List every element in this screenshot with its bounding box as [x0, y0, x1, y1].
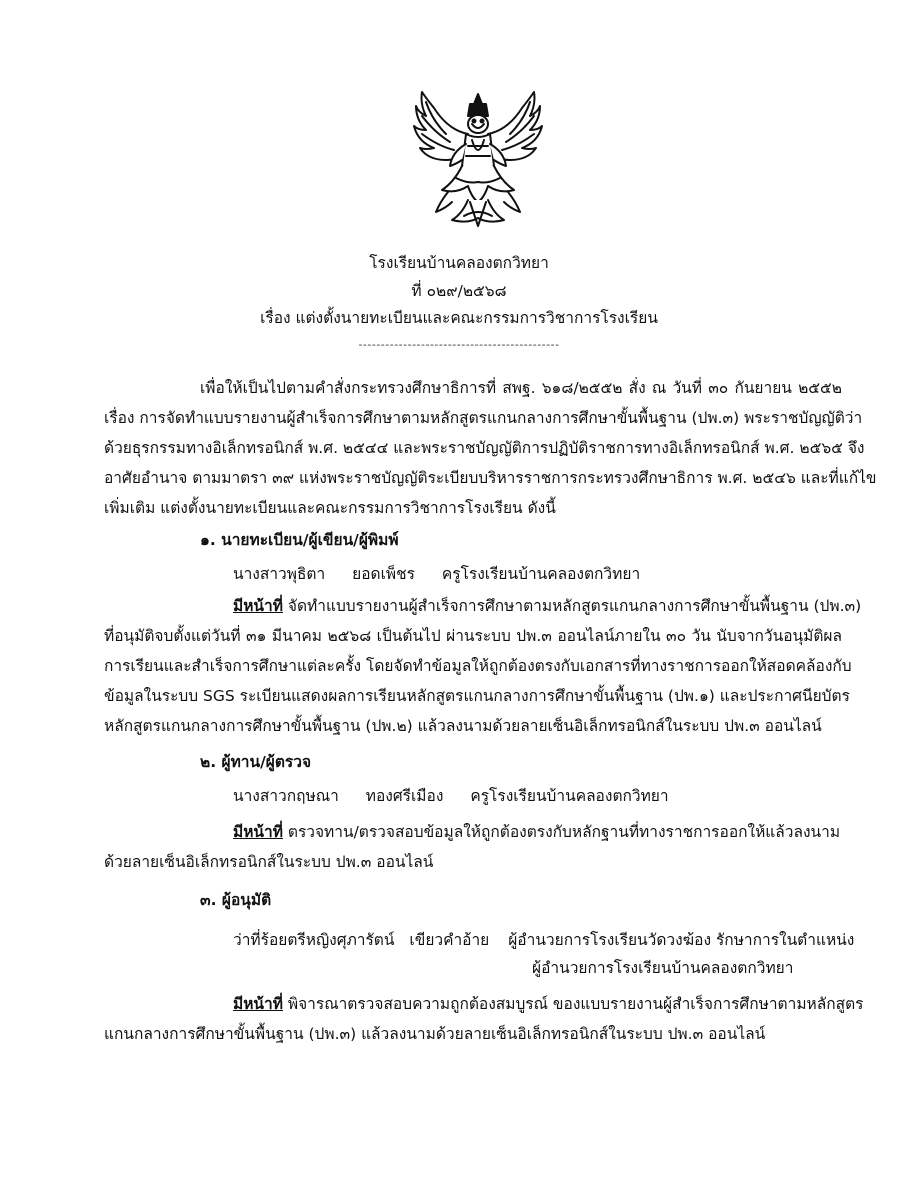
person-surname: ยอดเพ็ชร: [352, 565, 415, 583]
duty-text: จัดทำแบบรายงานผู้สำเร็จการศึกษาตามหลักสูตรแกนกลางการศึกษาขั้นพื้นฐาน (ปพ.๓): [282, 597, 862, 615]
duty-label: มีหน้าที่: [233, 995, 283, 1013]
section-3-person: [233, 927, 854, 952]
order-subject: เรื่อง แต่งตั้งนายทะเบียนและคณะกรรมการวิชาการโรงเรียน: [260, 309, 658, 327]
person-surname: ทองศรีเมือง: [365, 787, 444, 805]
garuda-emblem-icon: [412, 90, 544, 228]
person-position: ผู้อำนวยการโรงเรียนวัดวงฆ้อง รักษาการในตำแหน่ง: [508, 931, 855, 949]
section-2-duty-line-2: ด้วยลายเซ็นอิเล็กทรอนิกส์ในระบบ ปพ.๓ ออนไลน์: [104, 853, 434, 871]
person-name: นางสาวกฤษณา: [233, 787, 339, 805]
section-3-heading: ๓. ผู้อนุมัติ: [200, 891, 272, 909]
intro-line-5: เพิ่มเติม แต่งตั้งนายทะเบียนและคณะกรรมการวิชาการโรงเรียน ดังนี้: [104, 499, 556, 517]
intro-line-4: อาศัยอำนาจ ตามมาตรา ๓๙ แห่งพระราชบัญญัติระเบียบบริหารราชการกระทรวงศึกษาธิการ พ.ศ. ๒๕๔๖ และที่แก้ไข: [104, 469, 877, 487]
order-number: ที่ ๐๒๙/๒๕๖๘: [411, 282, 507, 300]
intro-line-2: เรื่อง การจัดทำแบบรายงานผู้สำเร็จการศึกษาตามหลักสูตรแกนกลางการศึกษาขั้นพื้นฐาน (ปพ.๓) พระราชบัญญัติว่า: [104, 409, 863, 427]
intro-line-3: ด้วยธุรกรรมทางอิเล็กทรอนิกส์ พ.ศ. ๒๕๔๔ และพระราชบัญญัติการปฏิบัติราชการทางอิเล็กทรอนิกส์ พ.ศ. ๒๕๖๕ จึง: [104, 439, 865, 457]
duty-label: มีหน้าที่: [233, 597, 283, 615]
duty-label: มีหน้าที่: [233, 823, 283, 841]
duty-text: พิจารณาตรวจสอบความถูกต้องสมบูรณ์ ของแบบรายงานผู้สำเร็จการศึกษาตามหลักสูตร: [282, 995, 864, 1013]
school-name: โรงเรียนบ้านคลองตกวิทยา: [369, 254, 549, 272]
person-surname: เขียวคำอ้าย: [409, 931, 490, 949]
section-1-duty-line-3: การเรียนและสำเร็จการศึกษาแต่ละครั้ง โดยจัดทำข้อมูลให้ถูกต้องตรงกับเอกสารที่ทางราชการออกให้สอดคล้องกับ: [104, 657, 852, 675]
section-1-duty-line-2: ที่อนุมัติจบตั้งแต่วันที่ ๓๑ มีนาคม ๒๕๖๘ เป็นต้นไป ผ่านระบบ ปพ.๓ ออนไลน์ภายใน ๓๐ วัน นับจากวันอนุมัติผล: [104, 627, 842, 645]
duty-text: ตรวจทาน/ตรวจสอบข้อมูลให้ถูกต้องตรงกับหลักฐานที่ทางราชการออกให้แล้วลงนาม: [282, 823, 841, 841]
person-name: นางสาวพุธิตา: [233, 565, 326, 583]
person-position: ครูโรงเรียนบ้านคลองตกวิทยา: [470, 787, 669, 805]
section-3-duty-line-1: [233, 991, 864, 1016]
separator-line: ---------------------------------------------: [358, 338, 560, 351]
section-1-person: [233, 561, 640, 586]
person-position: ครูโรงเรียนบ้านคลองตกวิทยา: [441, 565, 641, 583]
section-1-duty-line-1: [233, 593, 861, 618]
section-2-person: [233, 783, 669, 808]
section-1-duty-line-5: หลักสูตรแกนกลางการศึกษาขั้นพื้นฐาน (ปพ.๒) แล้วลงนามด้วยลายเซ็นอิเล็กทรอนิกส์ในระบบ ปพ.๓ ออนไลน์: [104, 717, 822, 735]
section-1-heading: ๑. นายทะเบียน/ผู้เขียน/ผู้พิมพ์: [200, 531, 399, 549]
section-3-person-position-2: ผู้อำนวยการโรงเรียนบ้านคลองตกวิทยา: [532, 959, 794, 977]
section-3-duty-line-2: แกนกลางการศึกษาขั้นพื้นฐาน (ปพ.๓) แล้วลงนามด้วยลายเซ็นอิเล็กทรอนิกส์ในระบบ ปพ.๓ ออนไลน์: [104, 1025, 766, 1043]
intro-line-1: เพื่อให้เป็นไปตามคำสั่งกระทรวงศึกษาธิการที่ สพฐ. ๖๑๘/๒๕๕๒ สั่ง ณ วันที่ ๓๐ กันยายน ๒๕๕๒: [200, 379, 842, 397]
section-2-duty-line-1: [233, 819, 840, 844]
section-1-duty-line-4: ข้อมูลในระบบ SGS ระเบียนแสดงผลการเรียนหลักสูตรแกนกลางการศึกษาขั้นพื้นฐาน (ปพ.๑) และประกาศนียบัตร: [104, 687, 850, 705]
person-name: ว่าที่ร้อยตรีหญิงศุภารัตน์: [233, 931, 395, 949]
section-2-heading: ๒. ผู้ทาน/ผู้ตรวจ: [200, 753, 312, 771]
